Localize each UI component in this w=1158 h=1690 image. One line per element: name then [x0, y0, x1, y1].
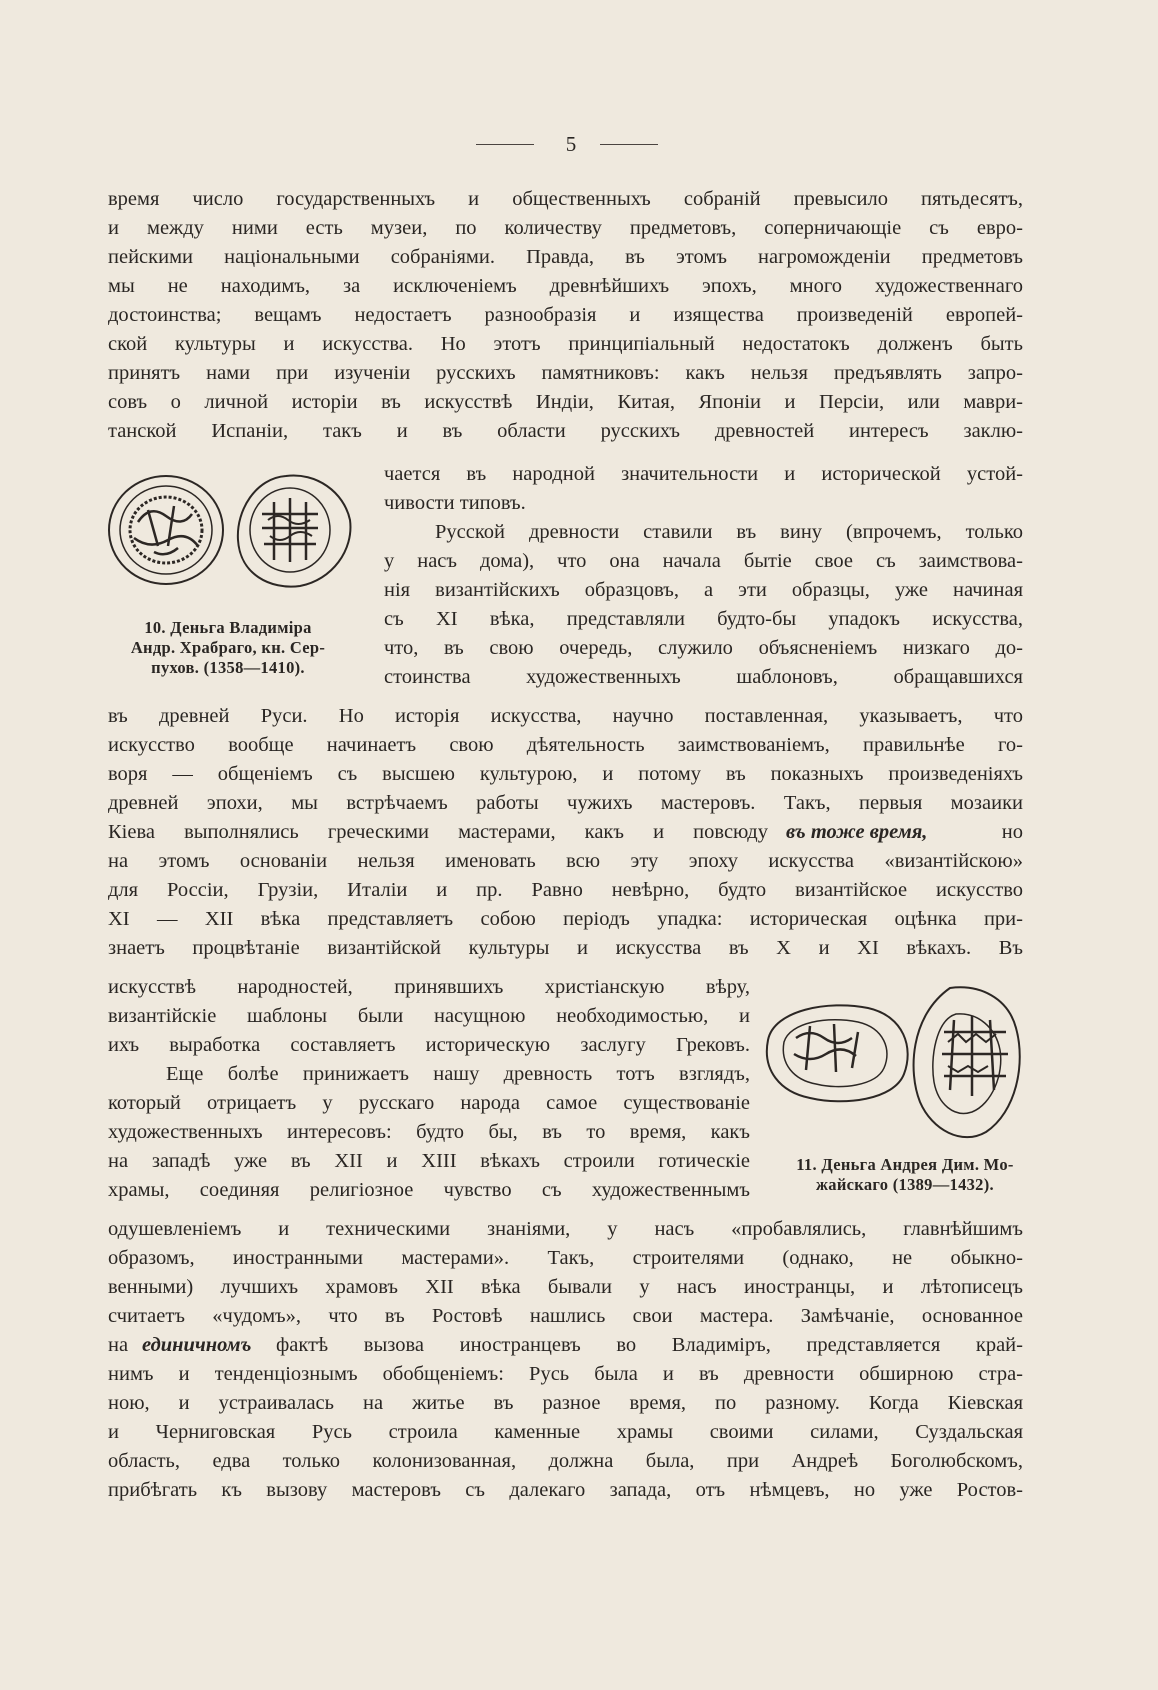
- text-line: область, едва только колонизованная, должна была, при Андреѣ Боголюбскомъ,: [108, 1450, 1023, 1472]
- text-line: Русской древности ставили въ вину (впрочемъ, только: [435, 521, 1023, 543]
- text-line: на: [108, 1334, 129, 1356]
- italic-phrase: [786, 819, 966, 845]
- text-line: образомъ, иностранными мастерами». Такъ, строителями (однако, не обыкно-: [108, 1247, 1023, 1269]
- text-line: искусство вообще начинаетъ свою дѣятельность заимствованіемъ, правильнѣе го-: [108, 734, 1023, 756]
- text-line: Кіева выполнялись греческими мастерами, какъ и повсюду: [108, 821, 768, 843]
- text-line: но: [1001, 821, 1023, 843]
- text-line: мы не находимъ, за исключеніемъ древнѣйшихъ эпохъ, много художественнаго: [108, 275, 1023, 297]
- page-number: 5: [565, 132, 577, 156]
- caption-11-line: 11. Деньга Андрея Дим. Мо-: [796, 1155, 1014, 1174]
- text-line: на этомъ основаніи нельзя именовать всю эту эпоху искусства «византійскою»: [108, 850, 1023, 872]
- text-line: Еще болѣе принижаетъ нашу древность тотъ взглядъ,: [166, 1063, 750, 1085]
- coin-image-10: [104, 462, 354, 597]
- header-rule-left: [476, 144, 534, 145]
- text-line: ской культуры и искусства. Но этотъ принципіальный недостатокъ долженъ быть: [108, 333, 1023, 355]
- text-line: искусствѣ народностей, принявшихъ христіанскую вѣру,: [108, 976, 750, 998]
- text-line: стоинства художественныхъ шаблоновъ, обращавшихся: [384, 666, 1023, 688]
- caption-10-line: пухов. (1358—1410).: [151, 658, 305, 677]
- text-line: достоинства; вещамъ недостаетъ разнообразія и изящества произведеній европей-: [108, 304, 1023, 326]
- text-line: венными) лучшихъ храмовъ XII вѣка бывали у насъ иностранцы, и лѣтописецъ: [108, 1276, 1023, 1298]
- text-line: и Черниговская Русь строила каменные храмы своими силами, Суздальская: [108, 1421, 1023, 1443]
- text-line: XI — XII вѣка представляетъ собою періодъ упадка: историческая оцѣнка при-: [108, 908, 1023, 930]
- text-line: воря — общеніемъ съ высшею культурою, и потому въ показныхъ произведеніяхъ: [108, 763, 1023, 785]
- text-line: фактѣ вызова иностранцевъ во Владиміръ, представляется край-: [276, 1334, 1023, 1356]
- text-line: для Россіи, Грузіи, Италіи и пр. Равно невѣрно, будто византійское искусство: [108, 879, 1023, 901]
- text-line: который отрицаетъ у русскаго народа самое существованіе: [108, 1092, 750, 1114]
- text-line: чивости типовъ.: [384, 492, 526, 514]
- text-line: древней эпохи, мы встрѣчаемъ работы чужихъ мастеровъ. Такъ, первыя мозаики: [108, 792, 1023, 814]
- caption-10-line: Андр. Храбраго, кн. Сер-: [130, 638, 326, 657]
- text-line: время число государственныхъ и общественныхъ собраній превысило пятьдесятъ,: [108, 188, 1023, 210]
- text-line: пейскими національными собраніями. Правда, въ этомъ нагроможденіи предметовъ: [108, 246, 1023, 268]
- text-line: принятъ нами при изученіи русскихъ памятниковъ: какъ нельзя предъявлять запро-: [108, 362, 1023, 384]
- text-line: на западѣ уже въ XII и XIII вѣкахъ строили готическіе: [108, 1150, 750, 1172]
- text-line: и между ними есть музеи, по количеству предметовъ, соперничающіе съ евро-: [108, 217, 1023, 239]
- text-line: одушевленіемъ и техническими знаніями, у насъ «пробавлялись, главнѣйшимъ: [108, 1218, 1023, 1240]
- caption-11-line: жайскаго (1389—1432).: [816, 1175, 994, 1194]
- text-line: чается въ народной значительности и исторической устой-: [384, 463, 1023, 485]
- text-line: прибѣгать къ вызову мастеровъ съ далекаго запада, отъ нѣмцевъ, но уже Ростов-: [108, 1479, 1023, 1501]
- text-line: ихъ выработка составляетъ историческую заслугу Грековъ.: [108, 1034, 750, 1056]
- text-line: у насъ дома), что она начала бытіе свое съ заимствова-: [384, 550, 1023, 572]
- text-line: совъ о личной исторіи въ искусствѣ Индіи, Китая, Японіи и Персіи, или маври-: [108, 391, 1023, 413]
- italic-phrase: [142, 1332, 282, 1358]
- text-line: считаетъ «чудомъ», что въ Ростовѣ нашлись свои мастера. Замѣчаніе, основанное: [108, 1305, 1023, 1327]
- text-line: византійскіе шаблоны были насущною необходимостью, и: [108, 1005, 750, 1027]
- text-line: ною, и устраивалась на житье въ разное время, по разному. Когда Кіевская: [108, 1392, 1023, 1414]
- caption-10-line: 10. Деньга Владиміра: [144, 618, 312, 637]
- text-line: знаетъ процвѣтаніе византійской культуры и искусства въ X и XI вѣкахъ. Въ: [108, 937, 1023, 959]
- text-line: нимъ и тенденціознымъ обобщеніемъ: Русь была и въ древности обширною стра-: [108, 1363, 1023, 1385]
- italic-text: въ тоже время,: [786, 821, 928, 843]
- text-line: съ XI вѣка, представляли будто-бы упадокъ искусства,: [384, 608, 1023, 630]
- text-line: художественныхъ интересовъ: будто бы, въ то время, какъ: [108, 1121, 750, 1143]
- page-header: [0, 132, 1158, 156]
- text-line: храмы, соединяя религіозное чувство съ художественнымъ: [108, 1179, 750, 1201]
- header-rule-right: [600, 144, 658, 145]
- text-line: въ древней Руси. Но исторія искусства, научно поставленная, указываетъ, что: [108, 705, 1023, 727]
- text-line: танской Испаніи, такъ и въ области русскихъ древностей интересъ заклю-: [108, 420, 1023, 442]
- italic-text: единичномъ: [142, 1334, 252, 1356]
- coin-image-11: [760, 980, 1050, 1148]
- text-line: нія византійскихъ образцовъ, а эти образцы, уже начиная: [384, 579, 1023, 601]
- text-line: что, въ свою очередь, служило объясненіемъ низкаго до-: [384, 637, 1023, 659]
